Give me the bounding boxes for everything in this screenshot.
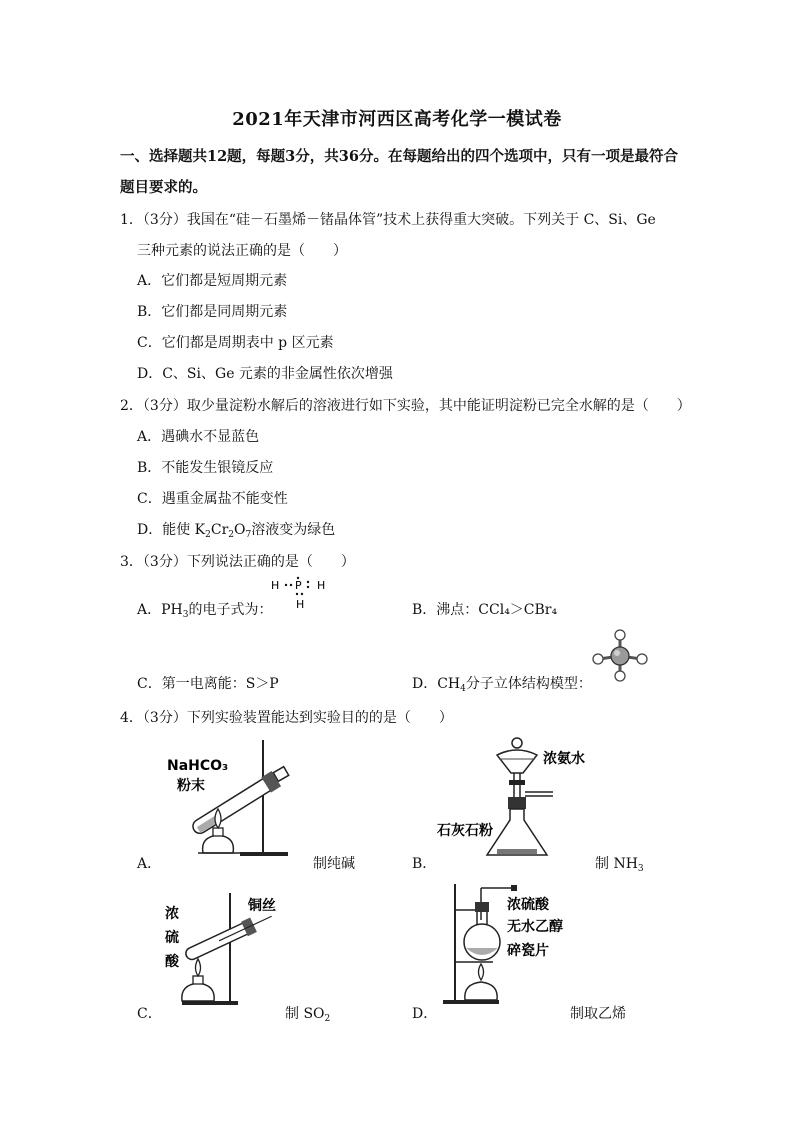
question-1-stem-line1: 1．（3分）我国在“硅－石墨烯－锗晶体管”技术上获得重大突破。下列关于 C、Si、Ge	[120, 212, 656, 228]
question-3-stem: 3．（3分）下列说法正确的是（ ）	[120, 554, 355, 570]
question-1-option-b: B．它们都是同周期元素	[137, 304, 288, 320]
question-4-option-a-letter: A．	[137, 856, 162, 872]
apparatus-a-label-powder: 粉末	[177, 778, 205, 794]
apparatus-d-ethylene	[435, 880, 575, 1010]
apparatus-d-label-chips: 碎瓷片	[507, 943, 549, 959]
question-3-option-a: A．$PH_3$的电子式为：	[137, 602, 273, 620]
apparatus-d-label-h2so4: 浓硫酸	[507, 897, 549, 913]
question-3-option-d: D．$CH_4$分子立体结构模型：	[412, 676, 592, 694]
electron-formula-h-bottom: H	[296, 598, 305, 611]
question-4-option-b-caption: 制 $NH_3$	[595, 856, 644, 874]
question-4-option-a-caption: 制纯碱	[313, 856, 355, 872]
question-1-option-c: C．它们都是周期表中 p 区元素	[137, 335, 334, 351]
question-2-option-b: B．不能发生银镜反应	[137, 460, 274, 476]
question-2-option-a: A．遇碘水不显蓝色	[137, 429, 260, 445]
apparatus-c-label-copper-wire: 铜丝	[248, 898, 276, 914]
apparatus-b-label-ammonia: 浓氨水	[543, 751, 585, 767]
ch4-ball-stick-model	[590, 628, 650, 684]
apparatus-c-copper-h2so4	[160, 885, 300, 1010]
apparatus-b-flask-funnel	[435, 735, 605, 860]
ph3-electron-formula	[268, 574, 338, 614]
question-4-option-b-letter: B．	[412, 856, 437, 872]
question-3-option-c: C．第一电离能：S＞P	[137, 676, 279, 692]
electron-formula-p: P	[295, 579, 302, 592]
question-1-option-d: D．C、Si、Ge 元素的非金属性依次增强	[137, 366, 393, 382]
apparatus-a-label-nahco3: NaHCO₃	[167, 758, 229, 774]
question-2-option-d: D．能使 $K_2Cr_2O_7$溶液变为绿色	[137, 522, 336, 540]
apparatus-d-label-ethanol: 无水乙醇	[507, 919, 563, 935]
question-2-option-c: C．遇重金属盐不能变性	[137, 491, 288, 507]
question-1-stem-line2: 三种元素的说法正确的是（ ）	[137, 243, 347, 259]
question-1-option-a: A．它们都是短周期元素	[137, 273, 288, 289]
page-title: 2021年天津市河西区高考化学一模试卷	[232, 109, 562, 130]
electron-formula-h-right: H	[317, 579, 326, 592]
apparatus-b-label-limestone: 石灰石粉	[437, 823, 493, 839]
question-3-option-b: B．沸点：CCl₄＞CBr₄	[412, 602, 558, 618]
question-4-option-d-caption: 制取乙烯	[570, 1006, 626, 1022]
apparatus-c-label-nong: 浓	[165, 906, 179, 922]
apparatus-c-label-liu: 硫	[165, 930, 179, 946]
question-4-option-d-letter: D．	[412, 1006, 438, 1022]
question-2-stem: 2．（3分）取少量淀粉水解后的溶液进行如下实验，其中能证明淀粉已完全水解的是（ ）	[120, 398, 691, 414]
question-4-option-c-caption: 制 $SO_2$	[285, 1006, 331, 1024]
question-4-stem: 4．（3分）下列实验装置能达到实验目的的是（ ）	[120, 710, 453, 726]
section-header-line2: 题目要求的。	[120, 179, 207, 196]
apparatus-c-label-suan: 酸	[165, 954, 179, 970]
section-header-line1: 一、选择题共12题，每题3分，共36分。在每题给出的四个选项中，只有一项是最符合	[120, 148, 678, 165]
electron-formula-h-left: H	[271, 579, 280, 592]
question-4-option-c-letter: C．	[137, 1006, 162, 1022]
apparatus-a-heating-nahco3	[160, 735, 310, 860]
